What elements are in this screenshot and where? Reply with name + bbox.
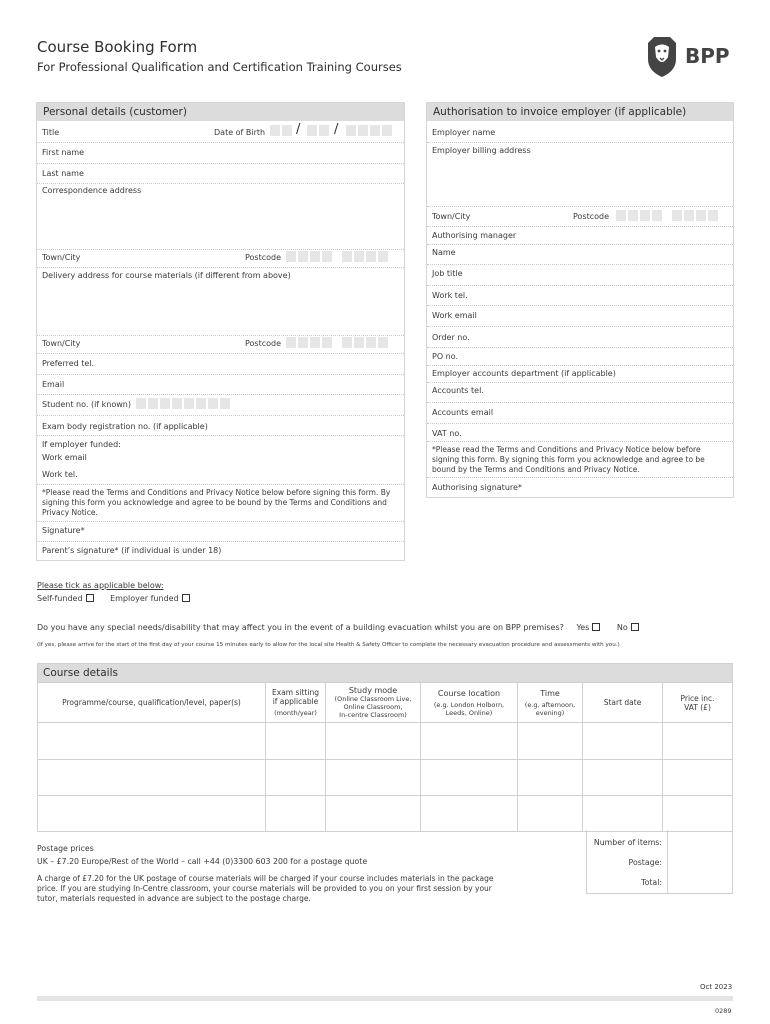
auth-signature-label: Authorising signature* bbox=[432, 483, 522, 492]
bpp-logo bbox=[644, 33, 736, 79]
student-no-boxes[interactable] bbox=[136, 398, 230, 409]
employer-panel bbox=[426, 102, 734, 498]
parent-signature-label: Parent’s signature* (if individual is under 18) bbox=[42, 546, 222, 555]
town-row bbox=[37, 250, 404, 268]
col-course-location: Course location (e.g. London Holborn, Leeds, Online) bbox=[421, 683, 518, 723]
last-name-label: Last name bbox=[42, 169, 84, 178]
yes-checkbox[interactable] bbox=[592, 623, 600, 631]
col-programme: Programme/course, qualification/level, paper(s) bbox=[38, 683, 266, 723]
employer-heading: Authorisation to invoice employer (if applicable) bbox=[427, 103, 733, 121]
employer-postcode-label: Postcode bbox=[573, 212, 610, 221]
footer-date: Oct 2023 bbox=[700, 983, 733, 991]
dob-day-boxes[interactable] bbox=[270, 125, 292, 136]
employer-postcode-boxes[interactable] bbox=[616, 210, 718, 221]
employer-funded-block bbox=[37, 436, 404, 485]
accounts-email-field[interactable] bbox=[427, 403, 733, 424]
accounts-dept-label: Employer accounts department (if applicable) bbox=[432, 369, 616, 378]
po-no-label: PO no. bbox=[432, 352, 459, 361]
accounts-tel-field[interactable] bbox=[427, 383, 733, 403]
self-funded-checkbox[interactable] bbox=[86, 594, 94, 602]
course-details-table bbox=[37, 663, 733, 832]
employer-town-row bbox=[427, 207, 733, 227]
first-name-field[interactable] bbox=[37, 143, 404, 164]
logo-text: BPP bbox=[685, 44, 730, 68]
totals-box bbox=[586, 830, 733, 894]
signature-label: Signature* bbox=[42, 526, 85, 535]
exam-body-label: Exam body registration no. (if applicable) bbox=[42, 422, 208, 431]
self-funded-label: Self-funded bbox=[37, 594, 83, 603]
order-no-field[interactable] bbox=[427, 327, 733, 348]
table-row[interactable] bbox=[38, 723, 733, 760]
auth-manager-label: Authorising manager bbox=[432, 231, 517, 240]
town-label: Town/City bbox=[42, 253, 81, 262]
auth-manager-heading bbox=[427, 227, 733, 245]
accounts-tel-label: Accounts tel. bbox=[432, 386, 484, 395]
manager-work-email-label: Work email bbox=[432, 311, 477, 320]
employer-terms-block bbox=[427, 442, 733, 478]
correspondence-label: Correspondence address bbox=[42, 186, 142, 195]
dob-label: Date of Birth bbox=[214, 128, 266, 137]
vat-no-label: VAT no. bbox=[432, 429, 462, 438]
evacuation-question: Do you have any special needs/disability that may affect you in the event of a building evacuation whilst you are on BPP premises? bbox=[37, 623, 564, 632]
job-title-field[interactable] bbox=[427, 265, 733, 286]
footer-bar bbox=[37, 996, 733, 1001]
town2-row bbox=[37, 336, 404, 354]
evacuation-question-row bbox=[37, 623, 639, 632]
town2-label: Town/City bbox=[42, 339, 81, 348]
if-employer-label: If employer funded: bbox=[42, 440, 121, 449]
dob-year-boxes[interactable] bbox=[346, 125, 392, 136]
student-no-row bbox=[37, 395, 404, 416]
employer-name-label: Employer name bbox=[432, 128, 496, 137]
postage-prices: UK – £7.20 Europe/Rest of the World – call +44 (0)3300 603 200 for a postage quote bbox=[37, 857, 368, 866]
employer-name-field[interactable] bbox=[427, 123, 733, 143]
postcode-label: Postcode bbox=[245, 253, 282, 262]
col-price: Price inc. VAT (£) bbox=[663, 683, 733, 723]
tick-prompt: Please tick as applicable below: bbox=[37, 581, 164, 590]
last-name-field[interactable] bbox=[37, 164, 404, 184]
order-no-label: Order no. bbox=[432, 333, 470, 342]
billing-address-field[interactable] bbox=[427, 143, 733, 207]
work-email-label[interactable]: Work email bbox=[42, 453, 87, 462]
no-checkbox[interactable] bbox=[631, 623, 639, 631]
terms-text: *Please read the Terms and Conditions and Privacy Notice below before signing this form. By signing this form you acknowledge and agree to be bound by the Terms and Conditions and Privacy Notice. bbox=[42, 488, 391, 517]
email-label: Email bbox=[42, 380, 65, 389]
form-subtitle: For Professional Qualification and Certification Training Courses bbox=[37, 60, 402, 74]
col-study-mode: Study mode (Online Classroom Live, Online Classroom, In-centre Classroom) bbox=[326, 683, 421, 723]
evacuation-note: (If yes, please arrive for the start of the first day of your course 15 minutes early to allow for the local site Health & Safety Officer to complete the necessary evacuation procedure and assessments with you.) bbox=[37, 642, 620, 648]
table-row[interactable] bbox=[38, 760, 733, 796]
job-title-label: Job title bbox=[432, 269, 463, 278]
billing-address-label: Employer billing address bbox=[432, 146, 531, 155]
form-title: Course Booking Form bbox=[37, 38, 198, 56]
manager-work-email-field[interactable] bbox=[427, 306, 733, 327]
employer-funded-checkbox[interactable] bbox=[182, 594, 190, 602]
vat-no-field[interactable] bbox=[427, 424, 733, 442]
employer-town-label: Town/City bbox=[432, 212, 471, 221]
exam-body-field[interactable] bbox=[37, 416, 404, 436]
terms-block bbox=[37, 485, 404, 522]
postcode2-label: Postcode bbox=[245, 339, 282, 348]
accounts-email-label: Accounts email bbox=[432, 408, 494, 417]
manager-name-label: Name bbox=[432, 248, 456, 257]
personal-details-heading: Personal details (customer) bbox=[37, 103, 404, 121]
title-label: Title bbox=[42, 128, 60, 137]
course-header-row bbox=[38, 683, 733, 723]
table-row[interactable] bbox=[38, 796, 733, 832]
yes-label: Yes bbox=[576, 623, 590, 632]
postcode2-boxes[interactable] bbox=[286, 337, 388, 348]
preferred-tel-label: Preferred tel. bbox=[42, 359, 95, 368]
correspondence-address-field[interactable] bbox=[37, 184, 404, 250]
work-tel-label[interactable]: Work tel. bbox=[42, 470, 78, 479]
title-row: Title Date of Birth / / bbox=[37, 123, 404, 143]
funding-options bbox=[37, 594, 190, 603]
manager-work-tel-field[interactable] bbox=[427, 286, 733, 306]
first-name-label: First name bbox=[42, 148, 85, 157]
accounts-dept-heading bbox=[427, 366, 733, 383]
items-label: Number of items: bbox=[593, 838, 662, 847]
total-label: Total: bbox=[641, 878, 662, 887]
no-label: No bbox=[616, 623, 628, 632]
employer-terms-text: *Please read the Terms and Conditions and Privacy Notice below before signing this form. By signing this form you acknowledge and agree to be bound by the Terms and Conditions and Privacy Notice. bbox=[432, 445, 705, 474]
postage-note: A charge of £7.20 for the UK postage of course materials will be charged if your course includes materials in the package price. If you are studying In-Centre classroom, your course materials will be provided to you on your first session by your tutor, materials requested in advance are subject to the postage charge. bbox=[37, 874, 494, 903]
course-details-heading: Course details bbox=[38, 664, 733, 683]
employer-funded-label: Employer funded bbox=[110, 594, 179, 603]
email-field[interactable] bbox=[37, 375, 404, 395]
personal-details-panel bbox=[36, 102, 405, 561]
auth-signature-field[interactable] bbox=[427, 478, 733, 498]
col-time: Time (e.g. afternoon, evening) bbox=[518, 683, 583, 723]
postcode-boxes[interactable] bbox=[286, 251, 388, 262]
manager-name-field[interactable] bbox=[427, 245, 733, 265]
col-exam-sitting: Exam sitting if applicable (month/year) bbox=[266, 683, 326, 723]
postage-label: Postage: bbox=[628, 858, 662, 867]
col-start-date: Start date bbox=[583, 683, 663, 723]
parent-signature-field[interactable] bbox=[37, 542, 404, 561]
footer-code: 0289 bbox=[715, 1007, 732, 1015]
preferred-tel-field[interactable] bbox=[37, 354, 404, 375]
postage-heading: Postage prices bbox=[37, 844, 94, 853]
po-no-field[interactable] bbox=[427, 348, 733, 366]
manager-work-tel-label: Work tel. bbox=[432, 291, 468, 300]
delivery-address-field[interactable] bbox=[37, 268, 404, 336]
dob-month-boxes[interactable] bbox=[307, 125, 329, 136]
signature-field[interactable] bbox=[37, 522, 404, 542]
delivery-label: Delivery address for course materials (if different from above) bbox=[42, 271, 291, 280]
student-no-label: Student no. (if known) bbox=[42, 400, 131, 409]
